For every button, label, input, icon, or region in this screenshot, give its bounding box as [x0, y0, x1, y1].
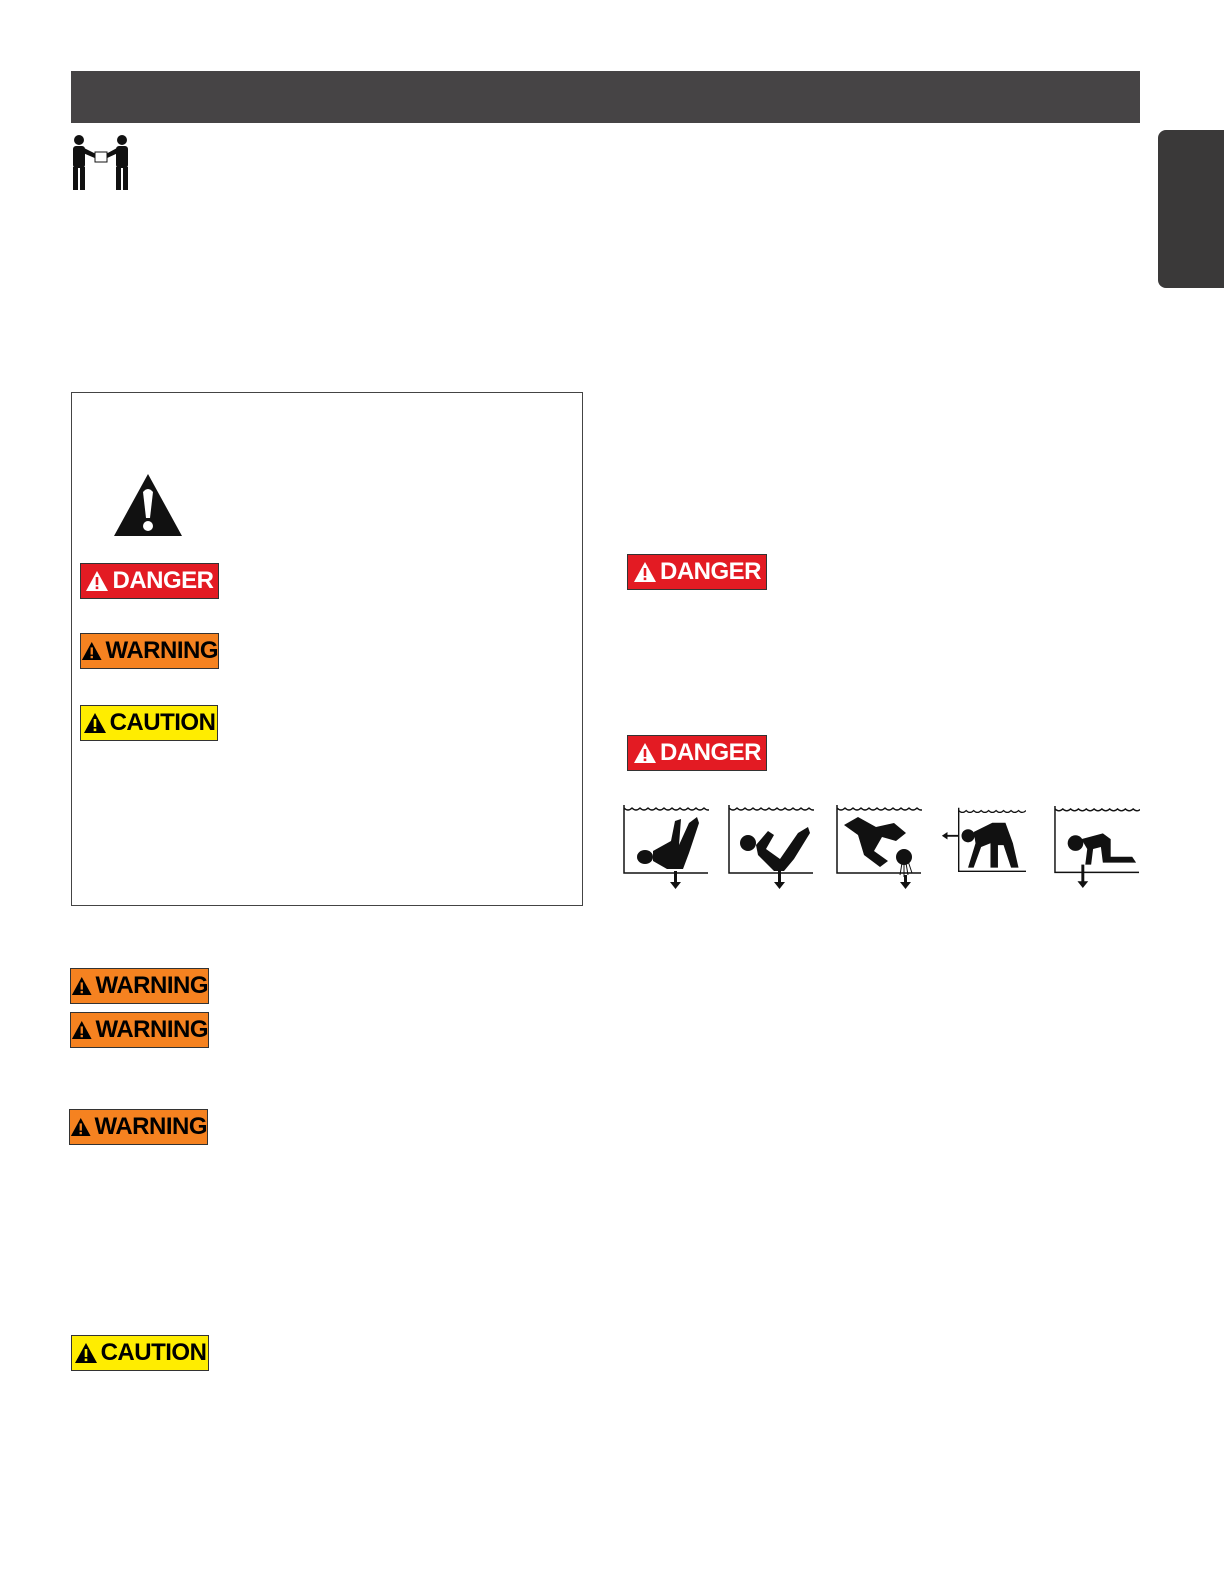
- alert-triangle-icon: [81, 640, 103, 662]
- limb-entrapment-icon: [728, 803, 814, 891]
- warning-label-text: WARNING: [94, 1113, 207, 1140]
- caution-label-text: CAUTION: [100, 1339, 207, 1366]
- warning-label: [70, 968, 209, 1004]
- danger-label: [80, 563, 219, 599]
- two-persons-handing-manual-icon: [70, 133, 132, 193]
- caution-label: [71, 1335, 209, 1371]
- warning-label-text: WARNING: [105, 637, 218, 664]
- hair-entanglement-icon: [836, 803, 922, 891]
- caution-label-text: CAUTION: [109, 709, 216, 736]
- evisceration-icon: [940, 803, 1026, 891]
- warning-label-text: WARNING: [95, 1016, 208, 1043]
- alert-triangle-icon: [83, 712, 107, 734]
- alert-triangle-icon: [633, 561, 657, 583]
- alert-triangle-icon: [85, 570, 109, 592]
- danger-label-text: DANGER: [659, 558, 761, 585]
- alert-triangle-icon: [74, 1342, 98, 1364]
- body-entrapment-icon: [623, 803, 709, 891]
- mechanical-entrapment-icon: [1054, 803, 1140, 891]
- side-tab: [1158, 130, 1224, 288]
- danger-label-text: DANGER: [659, 739, 761, 766]
- warning-label-text: WARNING: [95, 972, 208, 999]
- warning-label: [69, 1109, 208, 1145]
- header-bar: [71, 71, 1140, 123]
- alert-triangle-icon: [633, 742, 657, 764]
- alert-triangle-icon: [71, 1019, 93, 1041]
- safety-alert-triangle-icon: [112, 472, 184, 538]
- caution-label: [80, 705, 218, 741]
- danger-label: [627, 554, 767, 590]
- danger-label: [627, 735, 767, 771]
- alert-triangle-icon: [71, 975, 93, 997]
- warning-label: [70, 1012, 209, 1048]
- warning-label: [80, 633, 219, 669]
- alert-triangle-icon: [70, 1116, 92, 1138]
- danger-label-text: DANGER: [112, 567, 214, 594]
